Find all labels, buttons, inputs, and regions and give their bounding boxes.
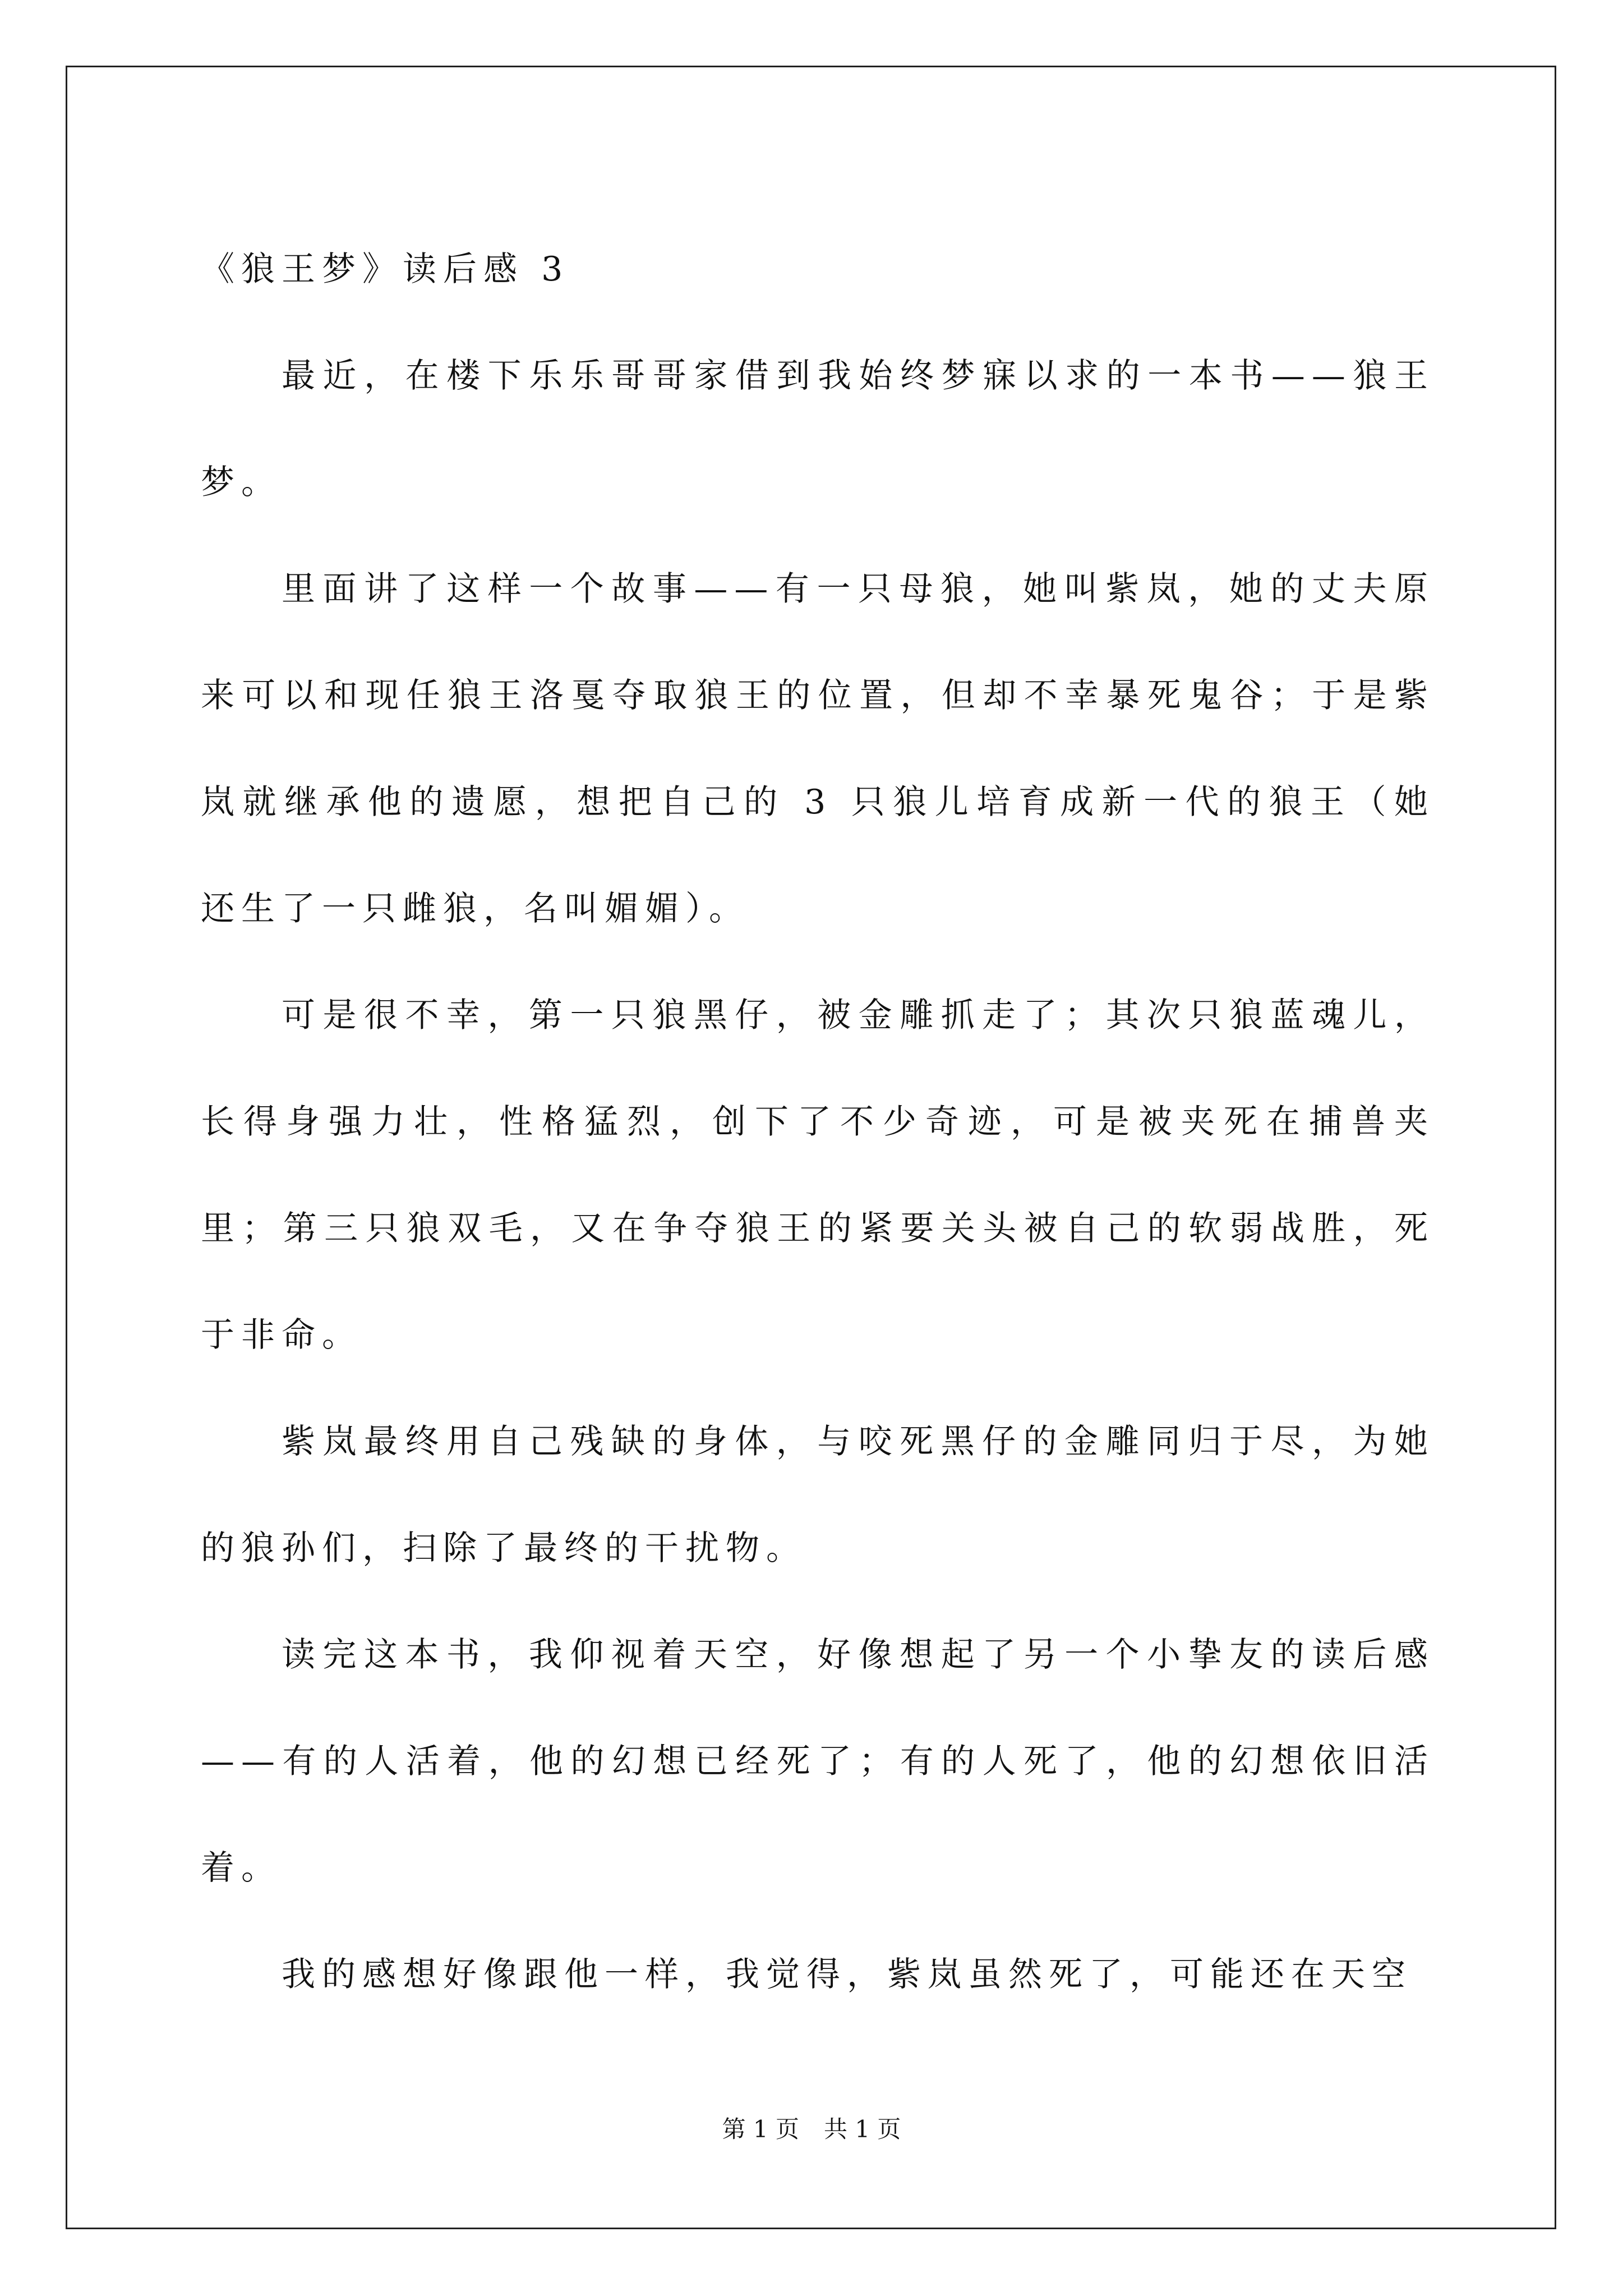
page-total: 共 1 页	[824, 2115, 901, 2143]
paragraph-3: 可是很不幸，第一只狼黑仔，被金雕抓走了；其次只狼蓝魂儿，长得身强力壮，性格猛烈，创下了不少奇迹，可是被夹死在捕兽夹里；第三只狼双毛，又在争夺狼王的紧要关头被自己的软弱战胜，死于非命。	[201, 996, 1435, 1355]
paragraph-6: 我的感想好像跟他一样，我觉得，紫岚虽然死了，可能还在天空	[282, 1955, 1412, 1994]
page-number: 第 1 页	[722, 2115, 799, 2143]
page-footer	[0, 2113, 1623, 2146]
paragraph-2: 里面讲了这样一个故事——有一只母狼，她叫紫岚，她的丈夫原来可以和现任狼王洛戛夺取狼王的位置，但却不幸暴死鬼谷；于是紫岚就继承他的遗愿，想把自己的 3 只狼儿培育成新一代的狼王（她还生了一只雌狼，名叫媚媚）。	[201, 569, 1435, 928]
document-body	[201, 216, 1435, 2028]
document-title: 《狼王梦》读后感 3	[201, 250, 570, 289]
paragraph-1: 最近，在楼下乐乐哥哥家借到我始终梦寐以求的一本书——狼王梦。	[201, 356, 1435, 502]
paragraph-5: 读完这本书，我仰视着天空，好像想起了另一个小挚友的读后感——有的人活着，他的幻想已经死了；有的人死了，他的幻想依旧活着。	[201, 1635, 1435, 1888]
paragraph-4: 紫岚最终用自己残缺的身体，与咬死黑仔的金雕同归于尽，为她的狼孙们，扫除了最终的干扰物。	[201, 1422, 1435, 1568]
